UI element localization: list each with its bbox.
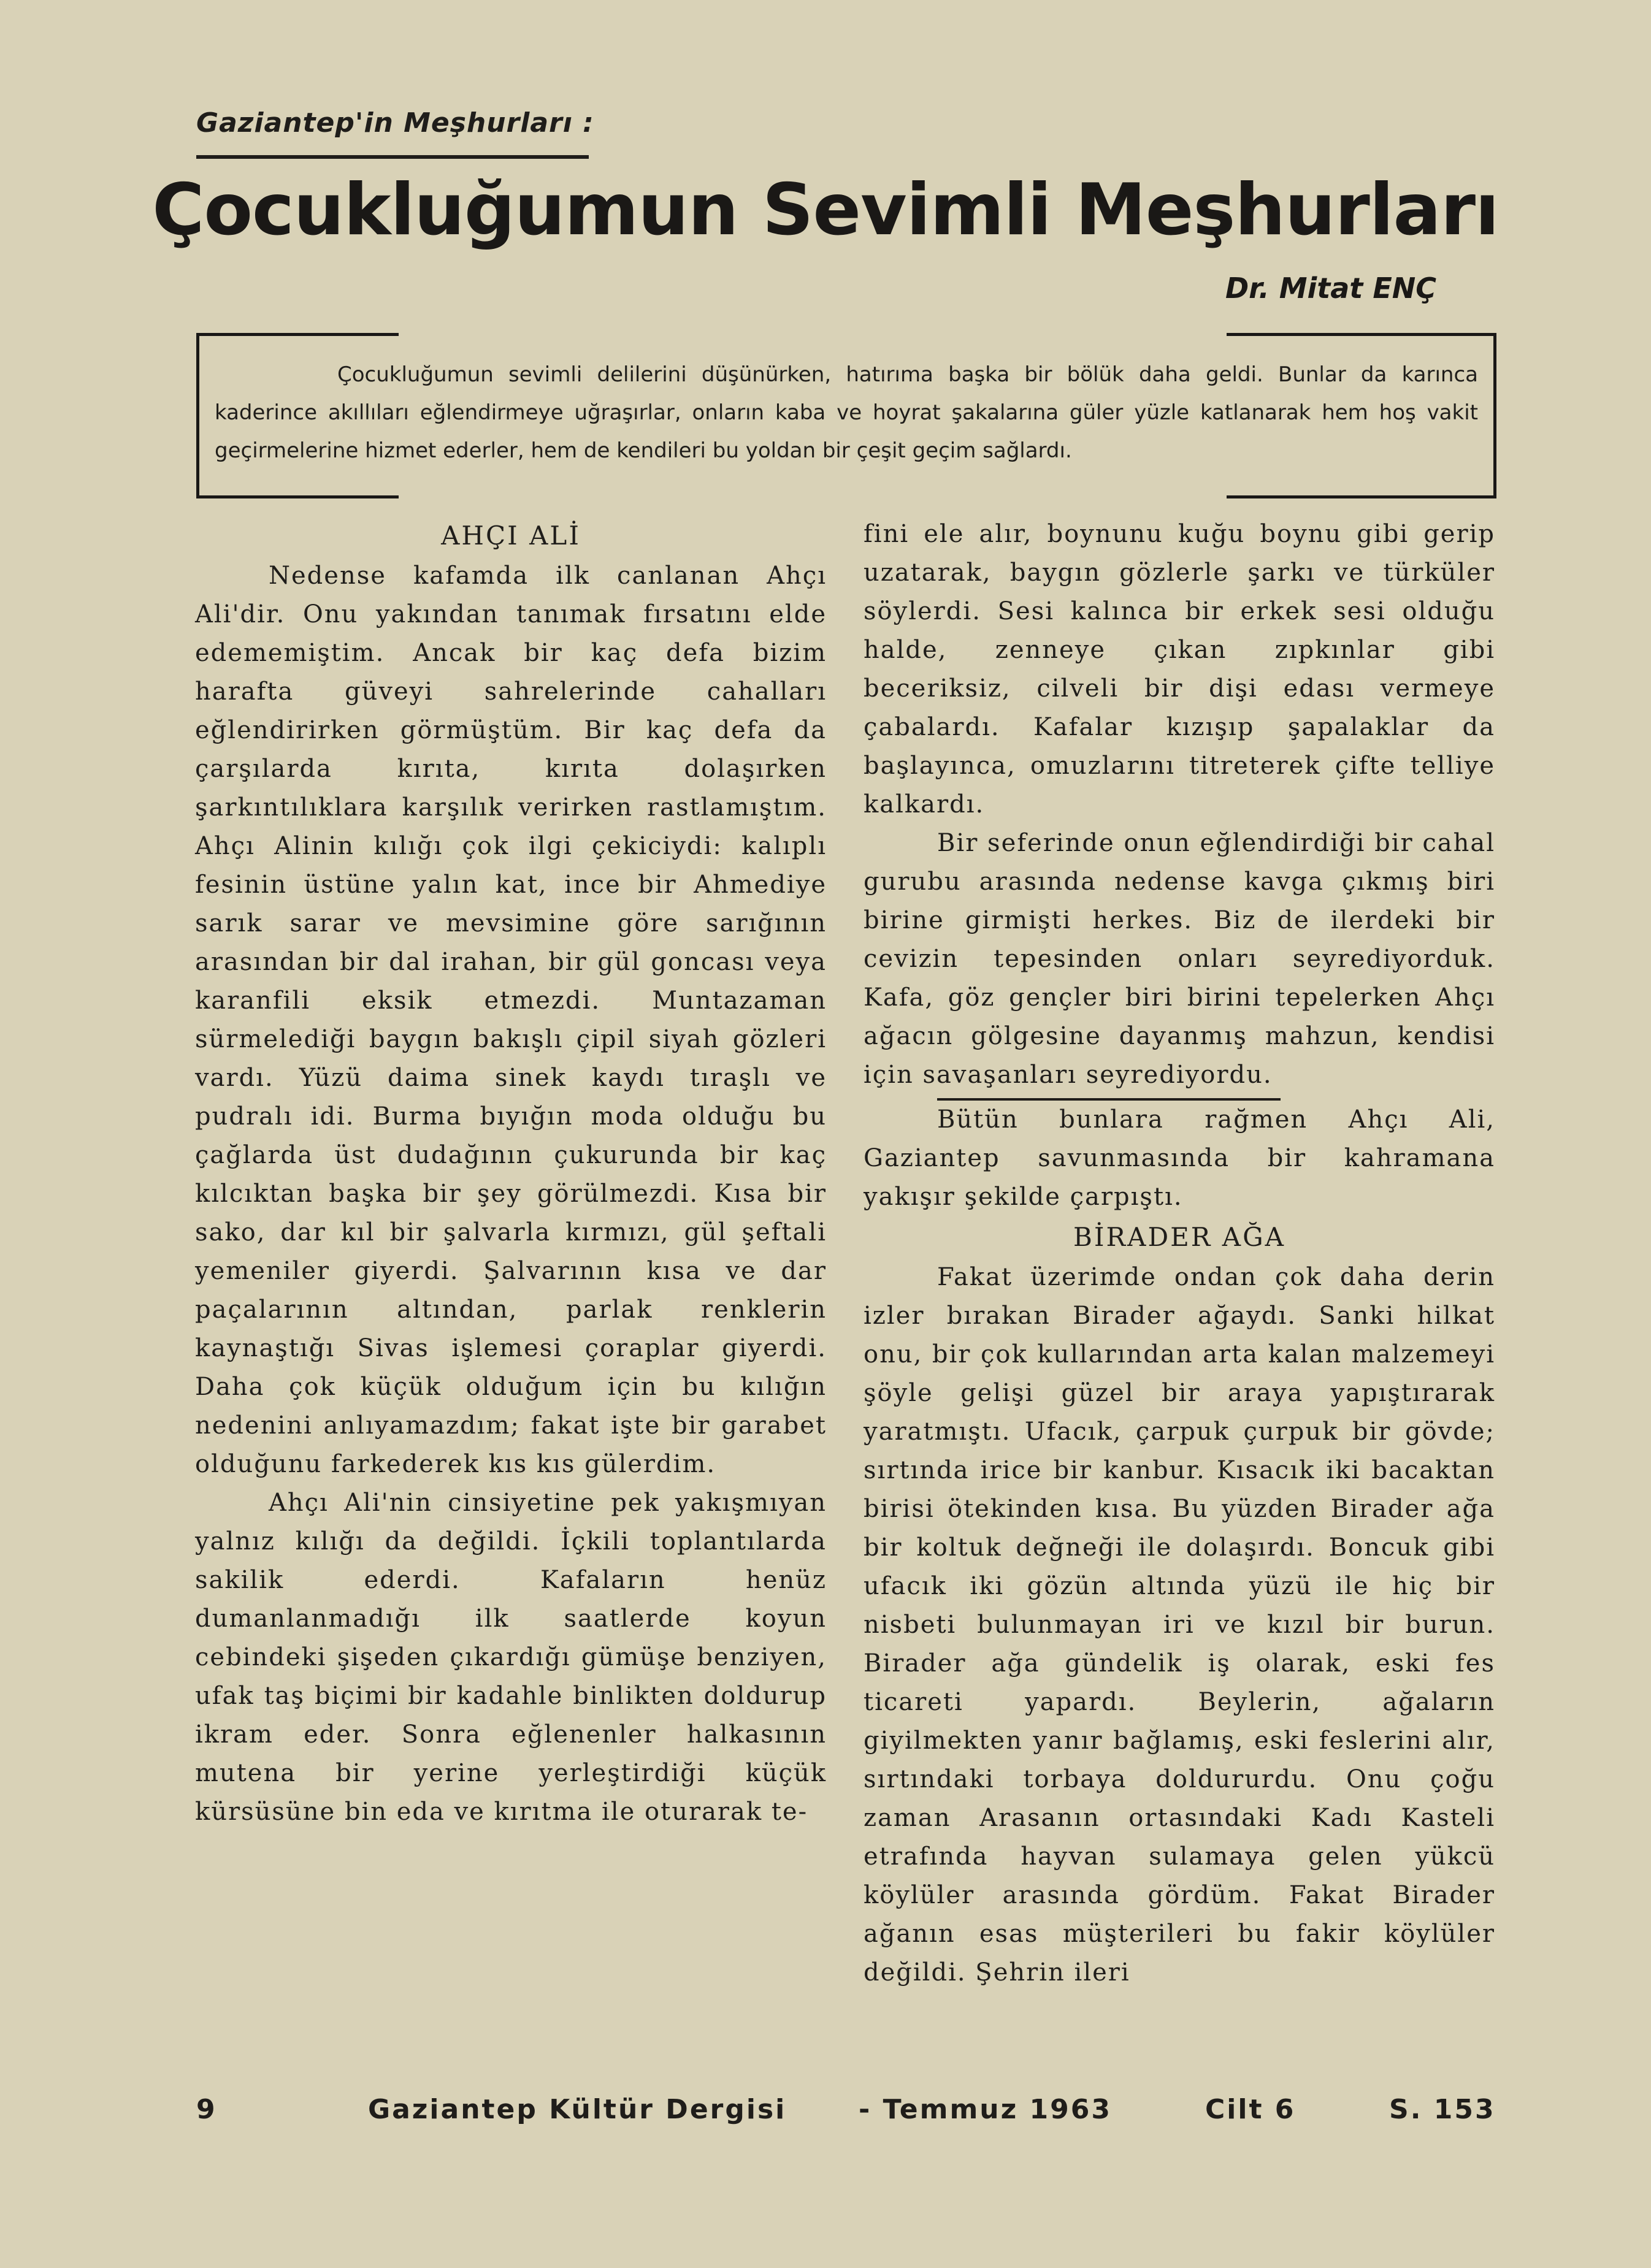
paragraph: Bütün bunlara rağmen Ahçı Ali, Gaziantep savunmasında bir kahramana yakışır şekilde çarpıştı.	[864, 1105, 1495, 1211]
frame-right-rule	[1493, 333, 1496, 498]
frame-bottom-left-rule	[196, 495, 399, 498]
page-footer	[196, 2094, 1496, 2131]
article-title: Çocukluğumun Sevimli Meşhurları	[152, 169, 1499, 251]
intro-paragraph: Çocukluğumun sevimli delilerini düşünürken, hatırıma başka bir bölük daha geldi. Bunlar da karınca kaderince akıllıları eğlendirmeye uğraşırlar, onların kaba ve hoyrat şakalarına güler yüzle katlanarak hem hoş vakit geçirmelerine hizmet ederler, hem de kendileri bu yoldan bir çeşit geçim sağlardı.	[215, 362, 1478, 463]
series-title: Gaziantep'in Meşhurları :	[196, 107, 594, 139]
section-heading-birader-aga: BİRADER AĞA	[1073, 1222, 1285, 1252]
section-heading-ahci-ali: AHÇI ALİ	[441, 521, 581, 551]
right-column	[864, 515, 1495, 1992]
paragraph: Ahçı Ali'nin cinsiyetine pek yakışmıyan yalnız kılığı da değildi. İçkili toplantılarda sakilik ederdi. Kafaların henüz dumanlanmadığı ilk saatlerde koyun cebindeki şişeden çıkardığı gümüşe benziyen, ufak taş biçimi bir kadahle binlikten doldurup ikram eder. Sonra eğlenenler halkasının mutena bir yerine yerleştirdiği küçük kürsüsüne bin eda ve kırıtma ile oturarak te-	[195, 1489, 827, 1826]
paragraph: fini ele alır, boynunu kuğu boynu gibi gerip uzatarak, baygın gözlerle şarkı ve türküler söylerdi. Sesi kalınca bir erkek sesi olduğu halde, zenneye çıkan zıpkınlar gibi beceriksiz, cilveli bir dişi edası vermeye çabalardı. Kafalar kızışıp şapalaklar da başlayınca, omuzlarını titreterek çifte telliye kalkardı.	[864, 520, 1495, 819]
frame-top-left-rule	[196, 333, 399, 336]
paragraph: Nedense kafamda ilk canlanan Ahçı Ali'dir. Onu yakından tanımak fırsatını elde edememiştim. Ancak bir kaç defa bizim harafta güveyi sahrelerinde cahalları eğlendirirken görmüştüm. Bir kaç defa da çarşılarda kırıta, kırıta dolaşırken şarkıntılıklara karşılık verirken rastlamıştım. Ahçı Alinin kılığı çok ilgi çekiciydi: kalıplı fesinin üstüne yalın kat, ince bir Ahmediye sarık sarar ve mevsimine göre sarığının arasından bir dal irahan, bir gül goncası veya karanfili eksik etmezdi. Muntazaman sürmelediği baygın bakışlı çipil siyah gözleri vardı. Yüzü daima sinek kaydı tıraşlı ve pudralı idi. Burma bıyığın moda olduğu bu çağlarda üst dudağının çukurunda bir kaç kılcıktan başka bir şey görülmezdi. Kısa bir sako, dar kıl bir şalvarla kırmızı, gül şeftali yemeniler giyerdi. Şalvarının kısa ve dar paçalarının altından, parlak renklerin kaynaştığı Sivas işlemesi çoraplar giyerdi. Daha çok küçük olduğum için bu kılığın nedenini anlıyamazdım; fakat işte bir garabet olduğunu farkederek kıs kıs gülerdim.	[195, 562, 827, 1478]
frame-left-rule	[196, 333, 199, 498]
left-column	[195, 515, 827, 1831]
volume-number: Cilt 6	[1205, 2094, 1296, 2125]
frame-top-right-rule	[1227, 333, 1496, 336]
page-number: 9	[196, 2094, 217, 2125]
issue-number: S. 153	[1389, 2094, 1496, 2125]
paragraph: Bir seferinde onun eğlendirdiği bir cahal gurubu arasında nedense kavga çıkmış biri birine girmişti herkes. Biz de ilerdeki bir cevizin tepesinden onları seyrediyorduk. Kafa, göz gençler biri birini tepelerken Ahçı ağacın gölgesine dayanmış mahzun, kendisi için savaşanları seyrediyordu.	[864, 829, 1495, 1089]
frame-bottom-right-rule	[1227, 495, 1496, 498]
paragraph: Fakat üzerimde ondan çok daha derin izler bırakan Birader ağaydı. Sanki hilkat onu, bir çok kullarından arta kalan malzemeyi şöyle gelişi güzel bir araya yapıştırarak yaratmıştı. Ufacık, çarpuk çurpuk bir gövde; sırtında irice bir kanbur. Kısacık iki bacaktan birisi ötekinden kısa. Bu yüzden Birader ağa bir koltuk değneği ile dolaşırdı. Boncuk gibi ufacık iki gözün altında yüzü ile hiç bir nisbeti bulunmayan iri ve kızıl bir burun. Birader ağa gündelik iş olarak, eski fes ticareti yapardı. Beylerin, ağaların giyilmekten yanır bağlamış, eski feslerini alır, sırtındaki torbaya doldururdu. Onu çoğu zaman Arasanın ortasındaki Kadı Kasteli etrafında hayvan sulamaya gelen yükcü köylüler arasında gördüm. Fakat Birader ağanın esas müşterileri bu fakir köylüler değildi. Şehrin ileri	[864, 1263, 1495, 1987]
journal-name: Gaziantep Kültür Dergisi	[368, 2094, 787, 2125]
series-underline	[196, 155, 589, 159]
issue-date: - Temmuz 1963	[859, 2094, 1112, 2125]
author-name: Dr. Mitat ENÇ	[1225, 272, 1436, 305]
